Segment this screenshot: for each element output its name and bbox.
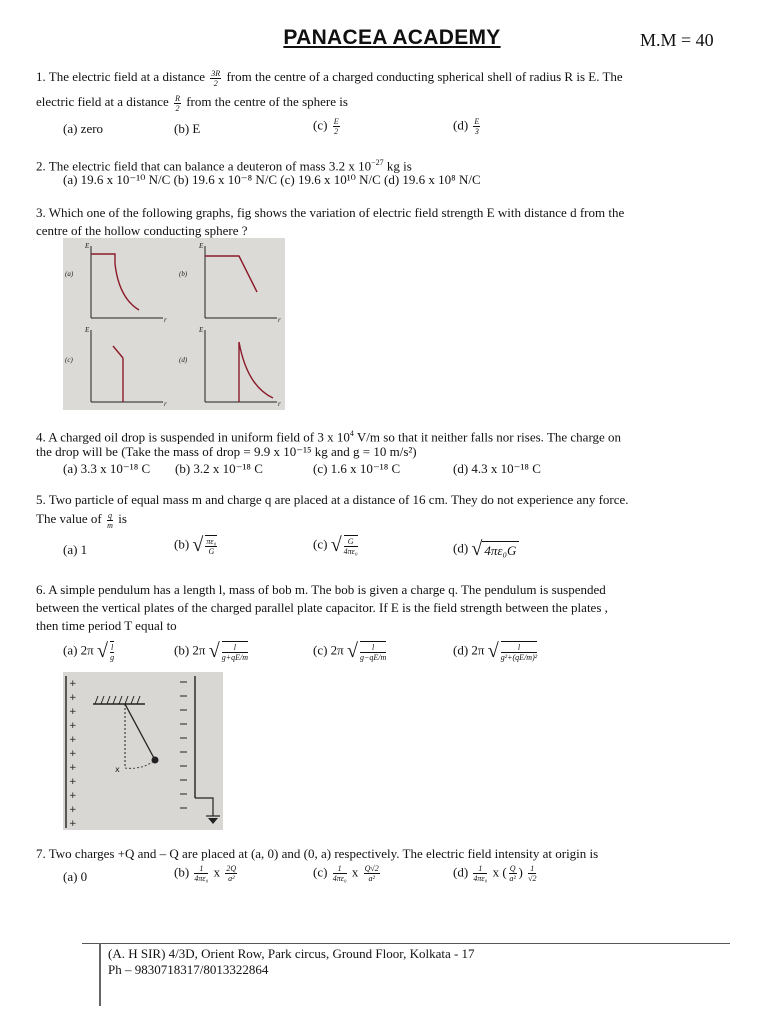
q1-option-a: (a) zero: [63, 121, 104, 136]
q6-option-c: (c) 2π √ $\frac{l}{g-qE/m}$: [313, 640, 387, 662]
svg-text:+: +: [69, 763, 77, 773]
svg-text:+: +: [69, 735, 77, 745]
page-title: PANACEA ACADEMY: [283, 26, 501, 49]
q1-option-d: (d) $\frac{E}{3}$: [453, 117, 480, 136]
svg-text:r: r: [164, 400, 167, 408]
svg-text:+: +: [69, 693, 77, 703]
footer-vertical-rule: [99, 943, 101, 1006]
q7-option-b: (b) $\frac{1}{\text{4πε₀}}$ x $\frac{2Q}{\text{a²}}$: [174, 864, 237, 883]
fraction: $\frac{R}{2}$: [175, 93, 180, 113]
graph-label-d: (d): [179, 356, 188, 364]
graph-label-c: (c): [65, 356, 73, 364]
q1-option-b: (b) E: [174, 121, 201, 136]
question-3-line-2: centre of the hollow conducting sphere ?: [36, 223, 248, 238]
q5-option-a: (a) 1: [63, 542, 88, 557]
svg-text:+: +: [69, 791, 77, 801]
svg-text:r: r: [278, 316, 281, 324]
svg-text:r: r: [164, 316, 167, 324]
q6-option-b: (b) 2π √ $\frac{l}{g+qE/m}$: [174, 640, 249, 662]
question-6-line-2: between the vertical plates of the charged parallel plate capacitor. If E is the field strength between the plates ,: [36, 600, 608, 615]
question-5-line-2: The value of $\frac{q}{m}$ is: [36, 510, 127, 530]
svg-text:+: +: [69, 749, 77, 759]
question-4-line-2: the drop will be (Take the mass of drop = 9.9 x 10⁻¹⁵ kg and g = 10 m/s²): [36, 444, 417, 459]
footer-address: (A. H SIR) 4/3D, Orient Row, Park circus, Ground Floor, Kolkata - 17: [108, 946, 475, 961]
svg-text:E: E: [199, 242, 204, 250]
svg-text:E: E: [85, 326, 90, 334]
question-2: 2. The electric field that can balance a deuteron of mass 3.2 x $10^{-27}$ kg is: [36, 158, 412, 174]
question-7: 7. Two charges +Q and – Q are placed at (a, 0) and (0, a) respectively. The electric field intensity at origin is: [36, 846, 599, 861]
svg-text:+: +: [69, 707, 77, 717]
graph-label-a: (a): [65, 270, 74, 278]
q5-option-b: (b) √ $\frac{\text{πε₀}}{G}$: [174, 534, 217, 556]
q4-option-c: (c) 1.6 x 10⁻¹⁸ C: [313, 461, 401, 476]
q7-option-d: (d) $\frac{1}{\text{4πε₀}}$ x ( $\frac{Q}{\text{a²}}$ ) $\frac{1}{√2}$: [453, 864, 537, 883]
question-1-line-2: electric field at a distance $\frac{R}{2}$ from the centre of the sphere is: [36, 93, 348, 113]
svg-text:x: x: [115, 765, 120, 774]
q4-option-b: (b) 3.2 x 10⁻¹⁸ C: [175, 461, 263, 476]
svg-text:+: +: [69, 805, 77, 815]
question-6-line-3: then time period T equal to: [36, 618, 177, 633]
q4-option-a: (a) 3.3 x 10⁻¹⁸ C: [63, 461, 151, 476]
svg-text:+: +: [69, 777, 77, 787]
footer-divider: [82, 943, 730, 944]
question-6-line-1: 6. A simple pendulum has a length l, mass of bob m. The bob is given a charge q. The pendulum is suspended: [36, 582, 606, 597]
q6-option-d: (d) 2π √ $\frac{l}{\text{g²+(qE/m)²}}$: [453, 640, 538, 662]
q5-option-c: (c) √ $\frac{G}{\text{4πε₀}}$: [313, 534, 358, 556]
graph-label-b: (b): [179, 270, 188, 278]
svg-text:E: E: [199, 326, 204, 334]
q2-options: (a) 19.6 x 10⁻¹⁰ N/C (b) 19.6 x 10⁻⁸ N/C (c) 19.6 x 10¹⁰ N/C (d) 19.6 x 10⁸ N/C: [63, 172, 481, 187]
svg-text:+: +: [69, 819, 77, 829]
svg-text:+: +: [69, 679, 77, 689]
q7-option-c: (c) $\frac{1}{\text{4πε₀}}$ x $\frac{Q√2}{\text{a²}}$: [313, 864, 379, 883]
footer-phone: Ph – 9830718317/8013322864: [108, 962, 269, 977]
svg-text:r: r: [278, 400, 281, 408]
question-5-line-1: 5. Two particle of equal mass m and charge q are placed at a distance of 16 cm. They do not experience any force.: [36, 492, 629, 507]
q4-option-d: (d) 4.3 x 10⁻¹⁸ C: [453, 461, 541, 476]
question-4-line-1: 4. A charged oil drop is suspended in uniform field of 3 x $10^4$ V/m so that it neither falls nor rises. The charge on: [36, 429, 622, 445]
fraction: $\frac{3R}{2}$: [211, 68, 221, 88]
question-3-line-1: 3. Which one of the following graphs, fig shows the variation of electric field strength E with distance d from the: [36, 205, 625, 220]
svg-text:+: +: [69, 721, 77, 731]
pendulum-capacitor-figure: [63, 672, 223, 830]
q5-option-d: (d) √ 4πε₀G: [453, 538, 519, 561]
field-graphs-figure: [63, 238, 285, 410]
question-1: 1. The electric field at a distance $\frac{3R}{2}$ from the centre of a charged conducting spherical shell of radius R is E. The: [36, 68, 623, 88]
q7-option-a: (a) 0: [63, 869, 88, 884]
q1-option-c: (c) $\frac{E}{2}$: [313, 117, 339, 136]
svg-text:E: E: [85, 242, 90, 250]
max-marks: M.M = 40: [640, 30, 714, 50]
q6-option-a: (a) 2π √ $\frac{l}{g}$: [63, 640, 115, 662]
